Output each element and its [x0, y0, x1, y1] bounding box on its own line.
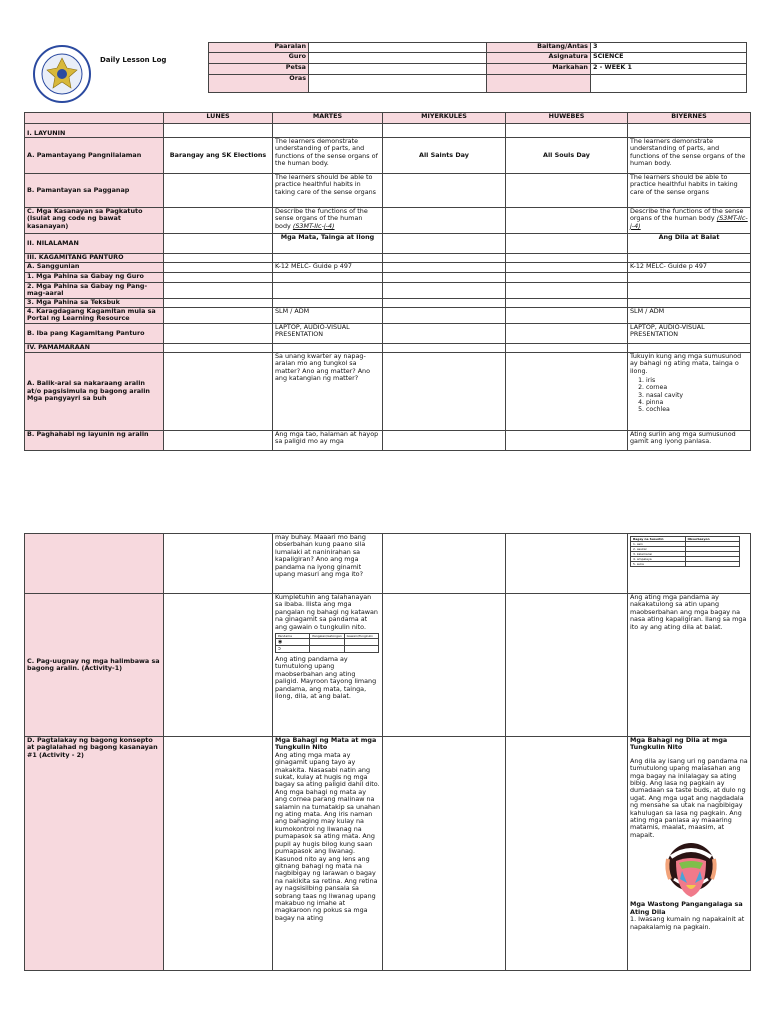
- ear-icon: ↄ: [276, 646, 310, 653]
- asignatura-label: Asignatura: [487, 53, 591, 64]
- mini-head: Bagay na Susuriin: [631, 537, 686, 542]
- martes-pagganap: The learners should be able to practice healthful habits in taking care of the sense organs: [273, 174, 383, 208]
- martes-guide: K-12 MELC- Guide p 497: [273, 263, 383, 273]
- martes-continued: may buhay. Maaari mo bang obserbahan kung paano sila lumalaki at naninirahan sa kapaligiran? Ano ang mga pandama na iyong ginamit upang masuri ang mga ito?: [273, 534, 383, 594]
- martes-laptop: LAPTOP, AUDIO-VISUAL PRESENTATION: [273, 324, 383, 344]
- oras-label: Oras: [209, 75, 309, 93]
- kasanayan-code: (S3MT-IIc-j-4): [292, 221, 335, 230]
- biyernes-slm: SLM / ADM: [628, 308, 751, 324]
- list-item: 1. iris: [646, 377, 748, 384]
- mini-row: 2. asukal: [631, 547, 686, 552]
- biyernes-mini-table-cell: [628, 534, 751, 594]
- biyernes-guide: K-12 MELC- Guide p 497: [628, 263, 751, 273]
- row-layunin: I. LAYUNIN: [25, 124, 164, 138]
- paaralan-value: [309, 43, 487, 53]
- biyernes-pag-uugnay: Ang ating mga pandama ay nakakatulong sa atin upang maobserbahan ang mga bagay na nasa ating kapaligiran. Ilang sa mga ito ay ang ating dila at balat.: [628, 594, 751, 737]
- row-pagtalakay: D. Pagtalakay ng bagong konsepto at paglalahad ng bagong kasanayan #1 (Activity - 2): [25, 737, 164, 971]
- eye-icon: ◉: [276, 639, 310, 646]
- row-pag-uugnay: C. Pag-uugnay ng mga halimbawa sa bagong aralin. (Activity-1): [25, 594, 164, 737]
- miyerkules-event: All Saints Day: [383, 138, 506, 174]
- petsa-value: [309, 64, 487, 75]
- biyernes-pagtalakay: [628, 737, 751, 971]
- biyernes-nilalaman: Ang Dila at Balat: [628, 234, 751, 254]
- balik-list: [646, 377, 748, 413]
- talakay-martes-title: Mga Bahagi ng Mata at mga Tungkulin Nito: [275, 736, 377, 752]
- petsa-label: Petsa: [209, 64, 309, 75]
- baitang-value: 3: [591, 43, 747, 53]
- biyernes-kasanayan: [628, 208, 751, 234]
- baitang-label: Baitang/Antas: [487, 43, 591, 53]
- oras-value: [309, 75, 487, 93]
- huwebes-event: All Souls Day: [506, 138, 628, 174]
- mini-row: 3. kalamansi: [631, 552, 686, 557]
- header-info-table: [208, 42, 747, 93]
- day-lunes: LUNES: [164, 113, 273, 124]
- martes-pagtalakay: [273, 737, 383, 971]
- deped-seal: [31, 44, 93, 104]
- list-item: 2. cornea: [646, 384, 748, 391]
- day-miyerkules: MIYERKULES: [383, 113, 506, 124]
- kasanayan-text: Describe the functions of the sense organs of the human body: [275, 207, 368, 230]
- biyernes-paghahabi: Ating suriin ang mga sumusunod gamit ang iyong panlasa.: [628, 431, 751, 451]
- talakay-martes-body: Ang ating mga mata ay ginagamit upang tayo ay makakita. Nasasabi natin ang sukat, kulay at hugis ng mga bagay sa ating paligid dahil dito. Ang mga bahagi ng mata ay ang cornea parang malinaw na salamin na tumatakip sa unahan ng ating mata. Ang iris naman ang bahaging may kulay na kumokontrol ng liwanag na pumapasok sa ating mata. Ang pupil ay hugis bilog kung saan pumapasok ang liwanag. Kasunod nito ay ang lens ang gitnang bahagi ng mata na nagbibigay ng larawan o bagay na nakikita sa retina. Ang retina ay nagsisilbing pansala sa sobrang taas ng liwanag upang makabuo ng imahe at magkaroon ng pokus sa mga bagay na ating: [275, 750, 381, 922]
- markahan-label: Markahan: [487, 64, 591, 75]
- mini-row: 4. ampalaya: [631, 557, 686, 562]
- row-pamantayang: A. Pamantayang Pangnilalaman: [25, 138, 164, 174]
- guro-label: Guro: [209, 53, 309, 64]
- guro-value: [309, 53, 487, 64]
- martes-pag-uugnay: [273, 594, 383, 737]
- senses-head: Pangalan/Gatongan: [310, 634, 344, 639]
- document-title: Daily Lesson Log: [100, 56, 167, 64]
- talakay-biyernes-title2: Mga Wastong Pangangalaga sa Ating Dila: [630, 900, 743, 916]
- balik-intro: Tukuyin kung ang mga sumusunod ay bahagi ng ating mata, tainga o ilong.: [630, 352, 742, 375]
- blank-label: [487, 75, 591, 93]
- row-karagdagang: 4. Karagdagang Kagamitan mula sa Portal ng Learning Resource: [25, 308, 164, 324]
- day-huwebes: HUWEBES: [506, 113, 628, 124]
- kasanayan-code-2: (S3MT-IIc-j-4): [630, 214, 748, 230]
- row-iba-pang: B. Iba pang Kagamitang Panturo: [25, 324, 164, 344]
- row-gabay-mag-aaral: 2. Mga Pahina sa Gabay ng Pang-mag-aaral: [25, 283, 164, 299]
- row-gabay-guro: 1. Mga Pahina sa Gabay ng Guro: [25, 273, 164, 283]
- row-pamantayan-pagganap: B. Pamantayan sa Pagganap: [25, 174, 164, 208]
- lesson-table-page1: [24, 112, 751, 451]
- mini-row: 5. suka: [631, 562, 686, 567]
- mini-row: 1. asin: [631, 542, 686, 547]
- paaralan-label: Paaralan: [209, 43, 309, 53]
- biyernes-pagganap: The learners should be able to practice healthful habits in taking care of the sense organs: [628, 174, 751, 208]
- markahan-value: 2 - WEEK 1: [591, 64, 747, 75]
- uugnay-intro: Kumpletuhin ang talahanayan sa ibaba. Ilista ang mga pangalan ng bahagi ng katawan na ginagamit sa pandama at ang gawain o tungkulin nito.: [275, 593, 378, 631]
- day-biyernes: BIYERNES: [628, 113, 751, 124]
- asignatura-value: SCIENCE: [591, 53, 747, 64]
- row-kasanayan: C. Mga Kasanayan sa Pagkatuto (Isulat ang code ng bawat kasanayan): [25, 208, 164, 234]
- martes-kasanayan: [273, 208, 383, 234]
- row-balik-aral: A. Balik-aral sa nakaraang aralin at/o pagsisimula ng bagong aralin Mga pangyayri sa buh: [25, 353, 164, 431]
- row-sanggunian: A. Sanggunian: [25, 263, 164, 273]
- corner-cell: [25, 113, 164, 124]
- mini-table: [630, 536, 740, 567]
- row-pamamaraan: IV. PAMAMARAAN: [25, 344, 164, 353]
- row-nilalaman: II. NILALAMAN: [25, 234, 164, 254]
- lunes-event: Barangay ang SK Elections: [164, 138, 273, 174]
- senses-head: Gawain/Tungkulin: [344, 634, 378, 639]
- list-item: 5. cochlea: [646, 406, 748, 413]
- uugnay-body: Ang ating pandama ay tumutulong upang maobserbahan ang ating paligid. Mayroon tayong limang pandama, ang mata, tainga, ilong, dila, at ang balat.: [275, 655, 377, 701]
- martes-nilalaman: Mga Mata, Tainga at Ilong: [273, 234, 383, 254]
- martes-pamantayang: The learners demonstrate understanding of parts, and functions of the sense organs of the human body.: [273, 138, 383, 174]
- kasanayan-text-2: Describe the functions of the sense organs of the human body: [630, 207, 744, 223]
- day-martes: MARTES: [273, 113, 383, 124]
- martes-balik-aral: Sa unang kwarter ay napag-aralan mo ang tungkol sa matter? Ano ang matter? Ano ang katangian ng matter?: [273, 353, 383, 431]
- list-item: 4. pinna: [646, 399, 748, 406]
- biyernes-laptop: LAPTOP, AUDIO-VISUAL PRESENTATION: [628, 324, 751, 344]
- biyernes-pamantayang: The learners demonstrate understanding of parts, and functions of the sense organs of the human body.: [628, 138, 751, 174]
- martes-slm: SLM / ADM: [273, 308, 383, 324]
- biyernes-balik-aral: [628, 353, 751, 431]
- talakay-biyernes-title: Mga Bahagi ng Dila at mga Tungkulin Nito: [630, 736, 728, 752]
- row-paghahabi: B. Paghahabi ng layunin ng aralin: [25, 431, 164, 451]
- tongue-illustration: [630, 839, 751, 901]
- list-item: 3. nasal cavity: [646, 392, 748, 399]
- row-kagamitang: III. KAGAMITANG PANTURO: [25, 254, 164, 263]
- senses-table: [275, 633, 379, 653]
- mini-head: Obserbasyon: [685, 537, 740, 542]
- talakay-biyernes-item1: 1. Iwasang kumain ng napakainit at napakalamig na pagkain.: [630, 915, 745, 931]
- martes-paghahabi: Ang mga tao, halaman at hayop sa paligid mo ay mga: [273, 431, 383, 451]
- continued-label: [25, 534, 164, 594]
- row-teksbuk: 3. Mga Pahina sa Teksbuk: [25, 299, 164, 308]
- senses-head: Pandama: [276, 634, 310, 639]
- lesson-table-page2: [24, 533, 751, 971]
- talakay-biyernes-body: Ang dila ay isang uri ng pandama na tumutulong upang malasahan ang mga bagay na inilalagay sa ating bibig. Ang lasa ng pagkain ay dumadaan sa taste buds, at dulo ng ugat. Ang mga ugat ang nagdadala ng mensahe sa utak na nagbibigay kahulugan sa lasa ng pagkain. Ang ating mga panlasa ay maaaring matamis, maalat, maasim, at mapait.: [630, 756, 748, 839]
- blank-value: [591, 75, 747, 93]
